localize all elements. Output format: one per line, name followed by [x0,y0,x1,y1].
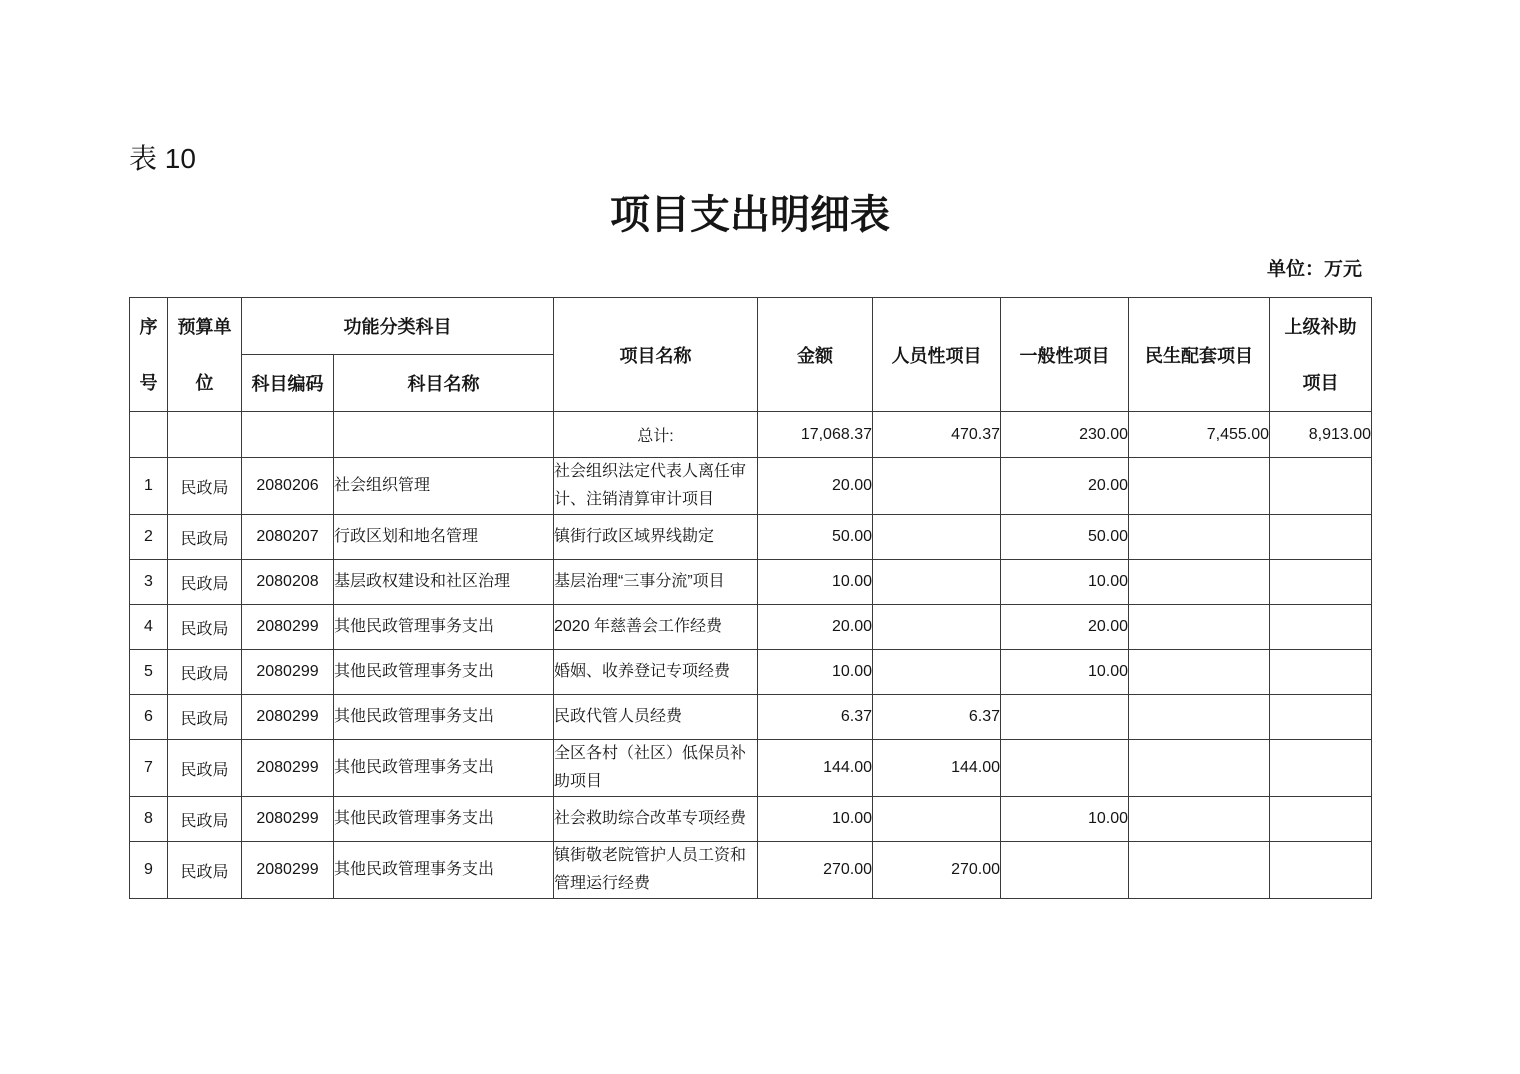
cell-amount: 20.00 [758,605,873,650]
cell-subject-name: 社会组织管理 [334,458,554,515]
cell-empty [334,412,554,458]
total-row [130,412,1372,458]
cell-project-name: 镇街行政区域界线勘定 [554,515,758,560]
cell-seq: 4 [130,605,168,650]
cell-livelihood [1129,695,1270,740]
total-label: 总计: [554,412,758,458]
table-row [130,605,1372,650]
header-function-category: 功能分类科目 [242,298,554,355]
cell-personnel [873,458,1001,515]
cell-subject-code: 2080207 [242,515,334,560]
cell-personnel [873,605,1001,650]
cell-subject-name: 其他民政管理事务支出 [334,695,554,740]
cell-subject-code: 2080299 [242,695,334,740]
cell-superior-subsidy [1270,797,1372,842]
cell-livelihood [1129,515,1270,560]
cell-subject-code: 2080299 [242,797,334,842]
cell-subject-code: 2080299 [242,605,334,650]
cell-general: 10.00 [1001,650,1129,695]
cell-budget-unit: 民政局 [168,842,242,899]
cell-subject-name: 其他民政管理事务支出 [334,797,554,842]
total-general: 230.00 [1001,412,1129,458]
cell-project-name: 全区各村（社区）低保员补助项目 [554,740,758,797]
cell-superior-subsidy [1270,560,1372,605]
cell-superior-subsidy [1270,515,1372,560]
cell-general: 10.00 [1001,797,1129,842]
cell-seq: 6 [130,695,168,740]
table-row [130,740,1372,797]
cell-project-name: 镇街敬老院管护人员工资和管理运行经费 [554,842,758,899]
cell-amount: 270.00 [758,842,873,899]
cell-personnel: 6.37 [873,695,1001,740]
cell-general: 50.00 [1001,515,1129,560]
cell-livelihood [1129,842,1270,899]
cell-subject-code: 2080299 [242,740,334,797]
cell-general [1001,695,1129,740]
cell-personnel: 270.00 [873,842,1001,899]
cell-subject-name: 行政区划和地名管理 [334,515,554,560]
cell-budget-unit: 民政局 [168,605,242,650]
header-personnel: 人员性项目 [873,298,1001,412]
cell-amount: 144.00 [758,740,873,797]
header-budget-unit [168,298,242,412]
cell-seq: 1 [130,458,168,515]
table-header [130,298,1372,412]
cell-seq: 7 [130,740,168,797]
table-row [130,458,1372,515]
header-superior-subsidy-label: 上级补助项目 [1284,316,1357,393]
cell-amount: 10.00 [758,797,873,842]
cell-subject-name: 其他民政管理事务支出 [334,605,554,650]
cell-superior-subsidy [1270,740,1372,797]
cell-empty [130,412,168,458]
cell-amount: 10.00 [758,560,873,605]
cell-livelihood [1129,797,1270,842]
header-livelihood: 民生配套项目 [1129,298,1270,412]
cell-superior-subsidy [1270,842,1372,899]
header-general: 一般性项目 [1001,298,1129,412]
cell-livelihood [1129,560,1270,605]
header-project-name: 项目名称 [554,298,758,412]
cell-livelihood [1129,740,1270,797]
header-superior-subsidy [1270,298,1372,412]
header-subject-name: 科目名称 [334,355,554,412]
header-amount: 金额 [758,298,873,412]
cell-budget-unit: 民政局 [168,515,242,560]
cell-project-name: 基层治理“三事分流”项目 [554,560,758,605]
header-budget-unit-label: 预算单位 [177,316,232,393]
table-body [130,412,1372,899]
cell-seq: 5 [130,650,168,695]
cell-personnel: 144.00 [873,740,1001,797]
table-number: 表 10 [129,143,196,174]
cell-livelihood [1129,605,1270,650]
cell-empty [242,412,334,458]
cell-general [1001,842,1129,899]
cell-budget-unit: 民政局 [168,695,242,740]
total-personnel: 470.37 [873,412,1001,458]
header-subject-code: 科目编码 [242,355,334,412]
cell-seq: 8 [130,797,168,842]
cell-project-name: 社会组织法定代表人离任审计、注销清算审计项目 [554,458,758,515]
table-row [130,842,1372,899]
project-expenditure-table [129,297,1372,899]
cell-amount: 20.00 [758,458,873,515]
total-amount: 17,068.37 [758,412,873,458]
cell-empty [168,412,242,458]
cell-seq: 9 [130,842,168,899]
page-title: 项目支出明细表 [610,192,890,237]
cell-general [1001,740,1129,797]
cell-subject-name: 其他民政管理事务支出 [334,842,554,899]
cell-amount: 50.00 [758,515,873,560]
cell-superior-subsidy [1270,458,1372,515]
cell-personnel [873,515,1001,560]
table-row [130,560,1372,605]
cell-personnel [873,797,1001,842]
cell-subject-code: 2080206 [242,458,334,515]
cell-project-name: 社会救助综合改革专项经费 [554,797,758,842]
cell-amount: 6.37 [758,695,873,740]
total-superior-subsidy: 8,913.00 [1270,412,1372,458]
table-row [130,695,1372,740]
cell-personnel [873,560,1001,605]
cell-seq: 3 [130,560,168,605]
cell-budget-unit: 民政局 [168,797,242,842]
cell-budget-unit: 民政局 [168,740,242,797]
cell-superior-subsidy [1270,695,1372,740]
cell-livelihood [1129,650,1270,695]
table-row [130,797,1372,842]
cell-subject-code: 2080208 [242,560,334,605]
cell-general: 10.00 [1001,560,1129,605]
cell-subject-name: 其他民政管理事务支出 [334,740,554,797]
unit-label: 单位：万元 [1266,259,1362,280]
cell-budget-unit: 民政局 [168,560,242,605]
cell-budget-unit: 民政局 [168,458,242,515]
cell-general: 20.00 [1001,605,1129,650]
cell-subject-name: 基层政权建设和社区治理 [334,560,554,605]
cell-superior-subsidy [1270,605,1372,650]
cell-seq: 2 [130,515,168,560]
header-seq-label: 序号 [139,316,158,393]
table-row [130,515,1372,560]
cell-subject-code: 2080299 [242,842,334,899]
cell-subject-name: 其他民政管理事务支出 [334,650,554,695]
cell-budget-unit: 民政局 [168,650,242,695]
cell-superior-subsidy [1270,650,1372,695]
cell-personnel [873,650,1001,695]
cell-livelihood [1129,458,1270,515]
cell-project-name: 2020 年慈善会工作经费 [554,605,758,650]
header-seq [130,298,168,412]
cell-amount: 10.00 [758,650,873,695]
table-row [130,650,1372,695]
cell-subject-code: 2080299 [242,650,334,695]
cell-general: 20.00 [1001,458,1129,515]
header-row-top [130,298,1372,355]
cell-project-name: 婚姻、收养登记专项经费 [554,650,758,695]
cell-project-name: 民政代管人员经费 [554,695,758,740]
total-livelihood: 7,455.00 [1129,412,1270,458]
